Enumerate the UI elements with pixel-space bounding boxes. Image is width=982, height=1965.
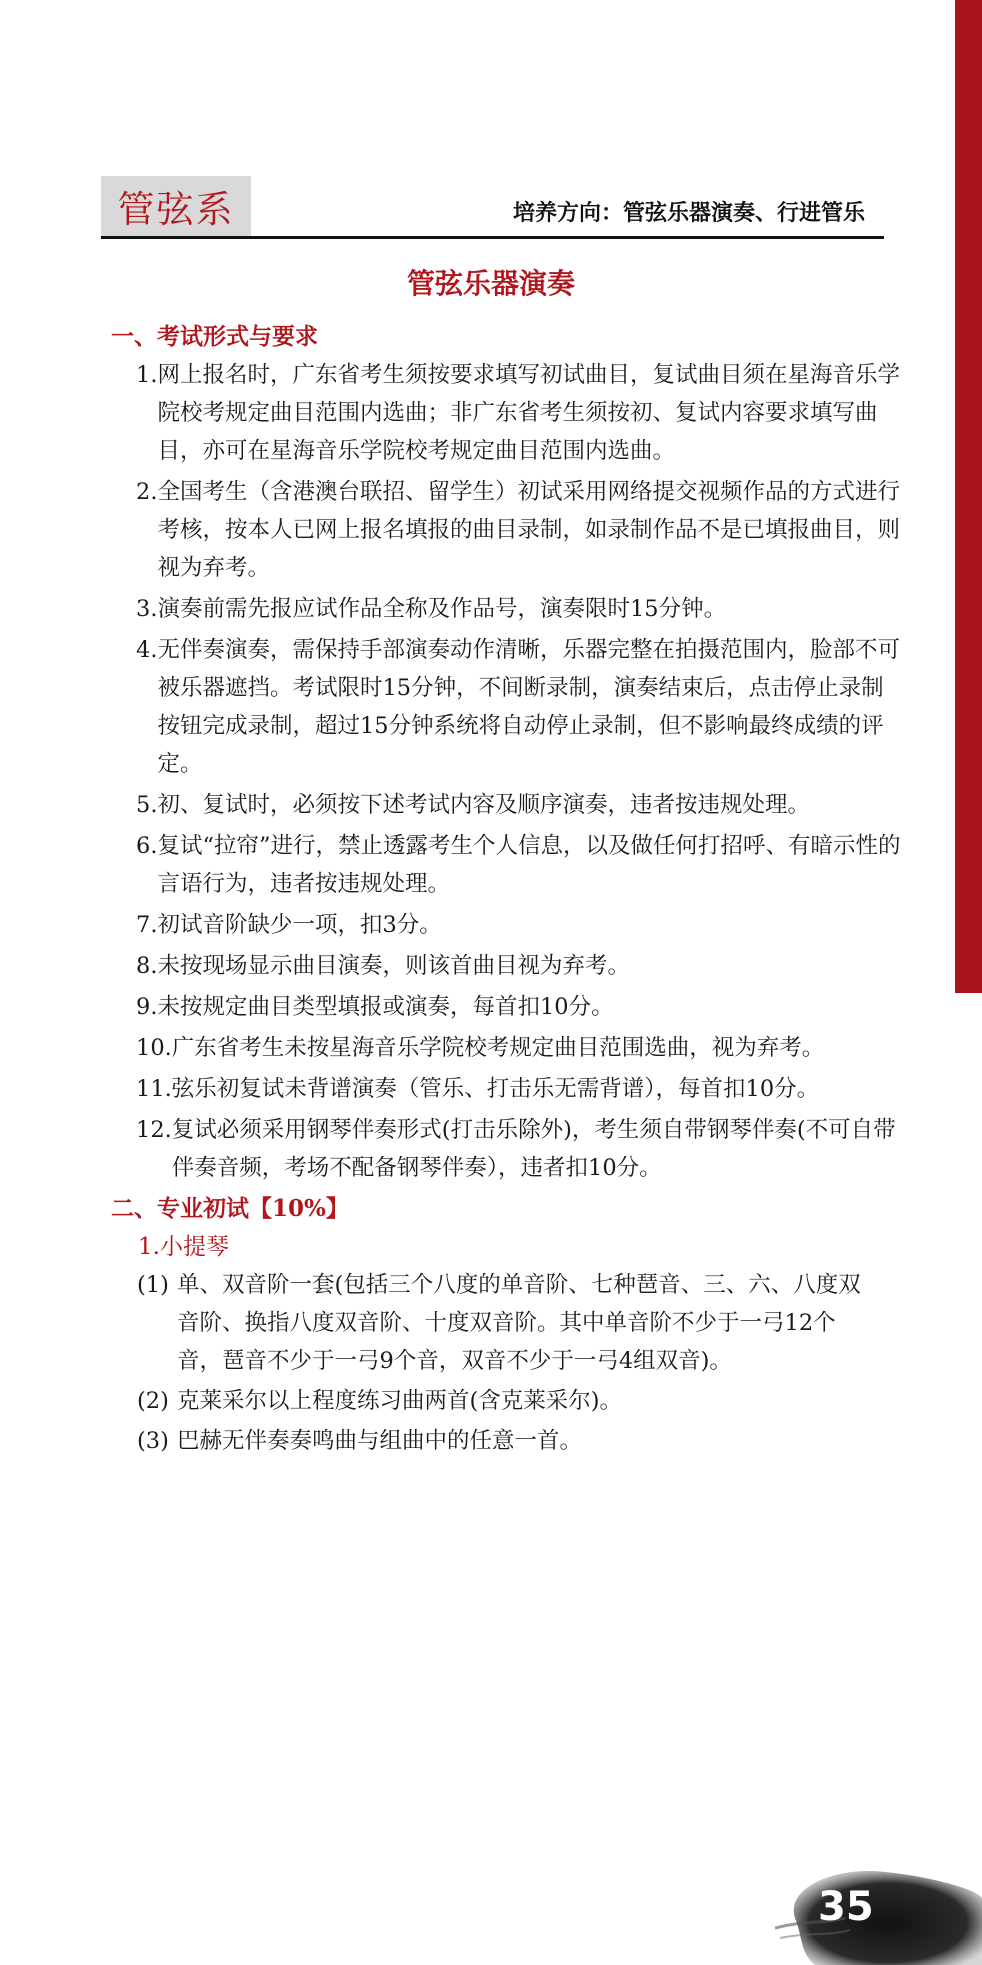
requirement-item <box>111 1382 901 1420</box>
rule-text: 初试音阶缺少一项，扣3分。 <box>157 912 442 938</box>
rule-text: 广东省考生未按星海音乐学院校考规定曲目范围选曲，视为弃考。 <box>171 1035 825 1061</box>
rule-item <box>111 988 901 1026</box>
section-heading-preliminary: 二、专业初试【10%】 <box>111 1195 349 1222</box>
requirement-text: 单、双音阶一套(包括三个八度的单音阶、七种琶音、三、六、八度双音阶、换指八度双音阶、十度双音阶。其中单音阶不少于一弓12个音，琶音不少于一弓9个音，双音不少于一弓4组双音)。 <box>177 1272 861 1374</box>
rule-number: 11. <box>136 1076 172 1102</box>
rule-item <box>111 473 901 587</box>
rule-number: 5. <box>136 792 158 818</box>
rule-item <box>111 1029 901 1067</box>
instrument-subheading: 1.小提琴 <box>138 1234 229 1260</box>
exam-rules-list <box>111 356 901 1187</box>
rule-text: 复试必须采用钢琴伴奏形式(打击乐除外)，考生须自带钢琴伴奏(不可自带伴奏音频，考场不配备钢琴伴奏），违者扣10分。 <box>171 1117 896 1181</box>
rule-number: 7. <box>136 912 158 938</box>
rule-text: 未按规定曲目类型填报或演奏，每首扣10分。 <box>157 994 614 1020</box>
rule-text: 复试“拉帘”进行，禁止透露考生个人信息，以及做任何打招呼、有暗示性的言语行为，违者按违规处理。 <box>157 833 901 897</box>
requirement-number: (1) <box>137 1272 169 1298</box>
requirement-item <box>111 1422 901 1460</box>
ink-brush-page-mark <box>775 1858 982 1965</box>
requirement-item <box>111 1266 901 1380</box>
department-title: 管弦系 <box>117 188 235 231</box>
rule-item <box>111 786 901 824</box>
rule-text: 无伴奏演奏，需保持手部演奏动作清晰，乐器完整在拍摄范围内，脸部不可被乐器遮挡。考试限时15分钟，不间断录制，演奏结束后，点击停止录制按钮完成录制，超过15分钟系统将自动停止录制，但不影响最终成绩的评定。 <box>157 637 900 777</box>
rule-text: 演奏前需先报应试作品全称及作品号，演奏限时15分钟。 <box>157 596 727 622</box>
section-heading-exam-format: 一、考试形式与要求 <box>111 323 318 350</box>
rule-number: 9. <box>136 994 158 1020</box>
rule-text: 未按现场显示曲目演奏，则该首曲目视为弃考。 <box>157 953 630 979</box>
page-number: 35 <box>818 1884 874 1930</box>
rule-item <box>111 1070 901 1108</box>
rule-text: 弦乐初复试未背谱演奏（管乐、打击乐无需背谱），每首扣10分。 <box>171 1076 820 1102</box>
rule-item <box>111 827 901 903</box>
rule-text: 网上报名时，广东省考生须按要求填写初试曲目，复试曲目须在星海音乐学院校考规定曲目范围内选曲；非广东省考生须按初、复试内容要求填写曲目，亦可在星海音乐学院校考规定曲目范围内选曲。 <box>157 362 900 464</box>
rule-number: 2. <box>136 479 158 505</box>
rule-item <box>111 947 901 985</box>
rule-number: 6. <box>136 833 158 859</box>
rule-item <box>111 590 901 628</box>
rule-item <box>111 906 901 944</box>
rule-number: 1. <box>136 362 158 388</box>
rule-item <box>111 631 901 783</box>
rule-number: 8. <box>136 953 158 979</box>
rule-number: 3. <box>136 596 158 622</box>
rule-text: 初、复试时，必须按下述考试内容及顺序演奏，违者按违规处理。 <box>157 792 810 818</box>
requirement-text: 克莱采尔以上程度练习曲两首(含克莱采尔)。 <box>177 1388 623 1414</box>
department-label-box <box>101 176 251 236</box>
requirement-text: 巴赫无伴奏奏鸣曲与组曲中的任意一首。 <box>177 1428 583 1454</box>
page-title: 管弦乐器演奏 <box>406 267 575 300</box>
requirement-number: (2) <box>137 1388 169 1414</box>
rule-text: 全国考生（含港澳台联招、留学生）初试采用网络提交视频作品的方式进行考核，按本人已网上报名填报的曲目录制，如录制作品不是已填报曲目，则视为弃考。 <box>157 479 900 581</box>
header-divider <box>101 236 884 239</box>
rule-item <box>111 1111 901 1187</box>
violin-requirements-list <box>111 1266 901 1460</box>
rule-number: 12. <box>136 1117 172 1143</box>
rule-number: 10. <box>136 1035 172 1061</box>
main-content <box>111 318 901 1462</box>
side-accent-bar <box>955 0 982 993</box>
requirement-number: (3) <box>137 1428 169 1454</box>
rule-item <box>111 356 901 470</box>
rule-number: 4. <box>136 637 158 663</box>
training-direction: 培养方向：管弦乐器演奏、行进管乐 <box>512 200 865 226</box>
